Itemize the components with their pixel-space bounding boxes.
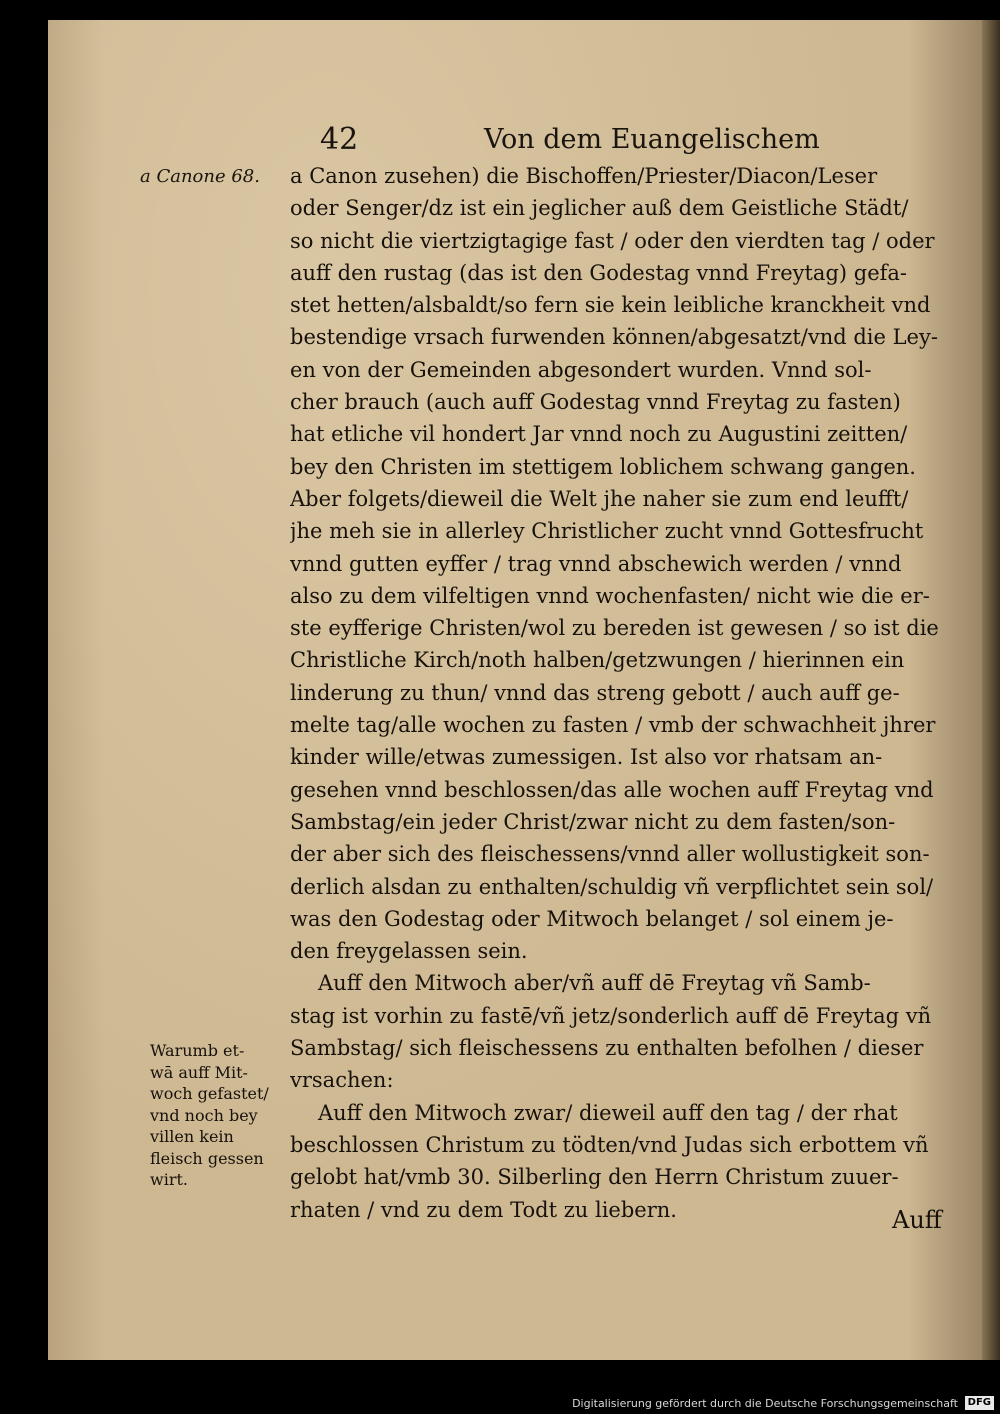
text-line: linderung zu thun/ vnnd das streng gebott / auch auff ge- [290,680,900,705]
main-text [290,160,960,1226]
text-line: derlich alsdan zu enthalten/schuldig vñ verpflichtet sein sol/ [290,874,934,899]
text-line: Auff den Mitwoch aber/vñ auff dē Freytag vñ Samb- [318,971,871,996]
margin-note [150,1040,290,1191]
margin-note-line: Warumb et- [150,1041,245,1060]
text-line: bestendige vrsach furwenden können/abgesatzt/vnd die Ley- [290,325,938,350]
text-line: rhaten / vnd zu dem Todt zu liebern. [290,1197,677,1222]
text-line: gelobt hat/vmb 30. Silberling den Herrn Christum zuuer- [290,1165,899,1190]
margin-reference: a Canone 68. [140,166,260,187]
text-line: vrsachen: [290,1068,394,1093]
margin-note-line: vnd noch bey [150,1105,258,1125]
text-line: auff den rustag (das ist den Godestag vnnd Freytag) gefa- [290,260,908,285]
text-line: der aber sich des fleischessens/vnnd aller wollustigkeit son- [290,842,930,867]
text-line: en von der Gemeinden abgesondert wurden. Vnnd sol- [290,357,872,382]
page-number: 42 [320,122,359,157]
funding-credit: Digitalisierung gefördert durch die Deutsche Forschungsgemeinschaft [572,1397,958,1410]
text-line: a Canon zusehen) die Bischoffen/Priester/Diacon/Leser [290,164,878,188]
text-line: was den Godestag oder Mitwoch belanget / sol einem je- [290,906,894,931]
text-line: Sambstag/ sich fleischessens zu enthalten befolhen / dieser [290,1036,924,1061]
text-line: Aber folgets/dieweil die Welt jhe naher sie zum end leufft/ [290,486,909,511]
text-line: ste eyfferige Christen/wol zu bereden ist gewesen / so ist die [290,616,939,641]
text-line: den freygelassen sein. [290,939,528,964]
footer [0,1394,1000,1414]
text-line: beschlossen Christum zu tödten/vnd Judas sich erbottem vñ [290,1132,929,1157]
text-line: Christliche Kirch/noth halben/getzwungen / hierinnen ein [290,648,905,673]
text-line: stag ist vorhin zu fastē/vñ jetz/sonderlich auff dē Freytag vñ [290,1003,932,1028]
margin-note-line: wā auff Mit- [150,1062,248,1082]
text-line: Auff den Mitwoch zwar/ dieweil auff den tag / der rhat [318,1100,898,1125]
text-line: kinder wille/etwas zumessigen. Ist also vor rhatsam an- [290,745,883,770]
margin-note-line: fleisch gessen [150,1148,264,1168]
text-line: hat etliche vil hondert Jar vnnd noch zu Augustini zeitten/ [290,422,908,447]
text-line: so nicht die viertzigtagige fast / oder den vierdten tag / oder [290,228,935,253]
margin-note-line: villen kein [150,1127,234,1146]
text-line: cher brauch (auch auff Godestag vnnd Freytag zu fasten) [290,390,901,415]
catchword: Auff [892,1206,942,1234]
running-title: Von dem Euangelischem [484,124,820,155]
text-line: also zu dem vilfeltigen vnnd wochenfasten/ nicht wie die er- [290,583,930,608]
text-line: stet hetten/alsbaldt/so fern sie kein leibliche kranckheit vnd [290,293,931,318]
text-line: bey den Christen im stettigem loblichem schwang gangen. [290,454,916,479]
margin-note-line: woch gefastet/ [150,1084,269,1103]
text-line: oder Senger/dz ist ein jeglicher auß dem Geistliche Städt/ [290,196,909,221]
margin-note-line: wirt. [150,1170,188,1189]
dfg-logo: DFG [965,1396,994,1410]
text-line: gesehen vnnd beschlossen/das alle wochen auff Freytag vnd [290,777,934,802]
text-line: melte tag/alle wochen zu fasten / vmb der schwachheit jhrer [290,713,936,738]
text-line: jhe meh sie in allerley Christlicher zucht vnnd Gottesfrucht [290,519,924,544]
text-line: Sambstag/ein jeder Christ/zwar nicht zu dem fasten/son- [290,809,896,834]
page-edge [982,20,1000,1360]
text-line: vnnd gutten eyffer / trag vnnd abschewich werden / vnnd [290,551,902,576]
page-header [0,122,1000,162]
